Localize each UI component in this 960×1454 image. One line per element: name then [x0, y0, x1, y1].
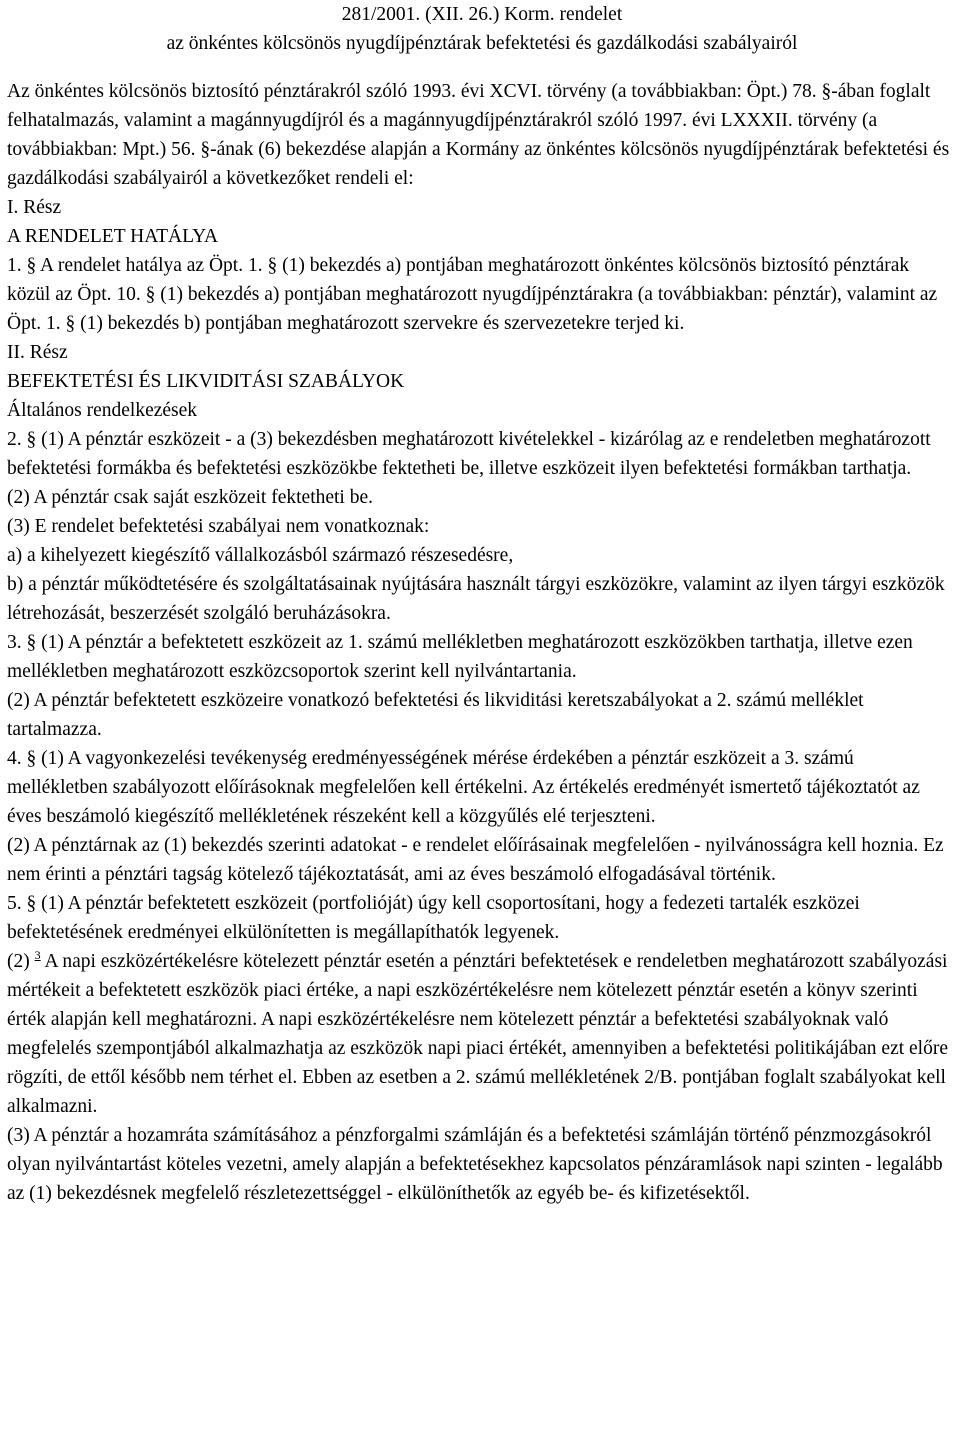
- section-3-paragraph-1: 3. § (1) A pénztár a befektetett eszközeit az 1. számú mellékletben meghatározott eszközökben tarthatja, illetve ezen mellékletben meghatározott eszközcsoportok szerint kell nyilvántartania.: [7, 632, 913, 682]
- section-5-paragraph-3: (3) A pénztár a hozamráta számításához a pénzforgalmi számláján és a befektetési számláján történő pénzmozgásokról olyan nyilvántartást köteles vezetni, amely alapján a befektetésekhez kapcsolatos pénzáramlások napi szinten - legalább az (1) bekezdésnek megfelelő részletezettséggel - elkülöníthetők az egyéb be- és kifizetésektől.: [7, 1125, 943, 1204]
- paragraph-number: (2): [7, 951, 30, 972]
- document-title: [7, 0, 957, 58]
- section-2-paragraph-1: 2. § (1) A pénztár eszközeit - a (3) bekezdésben meghatározott kivételekkel - kizárólag az e rendeletben meghatározott befektetési formákba és befektetési eszközökbe fektetheti be, illetve eszközeit ilyen befektetési formákban tarthatja.: [7, 429, 931, 479]
- section-4-paragraph-1: 4. § (1) A vagyonkezelési tevékenység eredményességének mérése érdekében a pénztár eszközeit a 3. számú mellékletben szabályozott előírásoknak megfelelően kell értékelni. Az értékelés eredményét ismertető tájékoztatót az éves beszámoló kiegészítő mellékletének részeként kell a közgyűlés elé terjeszteni.: [7, 748, 920, 827]
- footnote-reference[interactable]: 3: [34, 948, 41, 962]
- part-1-label: I. Rész: [7, 197, 62, 218]
- section-2-paragraph-3: (3) E rendelet befektetési szabályai nem vonatkoznak:: [7, 516, 430, 537]
- section-5-paragraph-1: 5. § (1) A pénztár befektetett eszközeit (portfolióját) úgy kell csoportosítani, hogy a fedezeti tartalék eszközei befektetésének eredményei elkülönítetten is megállapíthatók legyenek.: [7, 893, 860, 943]
- section-2-paragraph-2: (2) A pénztár csak saját eszközeit fektetheti be.: [7, 487, 374, 508]
- section-5-paragraph-2: [7, 947, 957, 1121]
- part-2-heading: BEFEKTETÉSI ÉS LIKVIDITÁSI SZABÁLYOK: [7, 371, 405, 392]
- part-2-label: II. Rész: [7, 342, 68, 363]
- title-decree-number: 281/2001. (XII. 26.) Korm. rendelet: [341, 4, 623, 25]
- section-2-point-b: b) a pénztár működtetésére és szolgáltatásainak nyújtására használt tárgyi eszközökre, valamint az ilyen tárgyi eszközök létrehozását, beszerzését szolgáló beruházásokra.: [7, 574, 945, 624]
- preamble-paragraph: Az önkéntes kölcsönös biztosító pénztárakról szóló 1993. évi XCVI. törvény (a továbbiakban: Öpt.) 78. §-ában foglalt felhatalmazás, valamint a magánnyugdíjról és a magánnyugdíjpénztárakról szóló 1997. évi LXXXII. törvény (a továbbiakban: Mpt.) 56. §-ának (6) bekezdése alapján a Kormány az önkéntes kölcsönös nyugdíjpénztárak befektetési és gazdálkodási szabályairól a következőket rendeli el:: [7, 81, 950, 189]
- part-1-heading: A RENDELET HATÁLYA: [7, 226, 219, 247]
- paragraph-text: A napi eszközértékelésre kötelezett pénztár esetén a pénztári befektetések e rendeletben meghatározott szabályozási mértékeit a befektetett eszközök piaci értéke, a napi eszközértékelésre nem kötelezett pénztár esetén a könyv szerinti érték alapján kell meghatározni. A napi eszközértékelésre nem kötelezett pénztár a befektetési szabályoknak való megfelelés szempontjából alkalmazhatja az eszközök napi piaci értékét, amennyiben a befektetési politikájában ezt előre rögzíti, de ettől később nem térhet el. Ebben az esetben a 2. számú mellékletének 2/B. pontjában foglalt szabályokat kell alkalmazni.: [7, 951, 948, 1117]
- section-2-point-a: a) a kihelyezett kiegészítő vállalkozásból származó részesedésre,: [7, 545, 514, 566]
- section-3-paragraph-2: (2) A pénztár befektetett eszközeire vonatkozó befektetési és likviditási keretszabályokat a 2. számú melléklet tartalmazza.: [7, 690, 864, 740]
- title-decree-subject: az önkéntes kölcsönös nyugdíjpénztárak befektetési és gazdálkodási szabályairól: [166, 33, 798, 54]
- document-page: [7, 0, 957, 1208]
- title-spacer: [7, 58, 957, 77]
- section-4-paragraph-2: (2) A pénztárnak az (1) bekezdés szerinti adatokat - e rendelet előírásainak megfelelően - nyilvánosságra kell hoznia. Ez nem érinti a pénztári tagság kötelező tájékoztatását, ami az éves beszámoló elfogadásával történik.: [7, 835, 944, 885]
- section-1-paragraph: 1. § A rendelet hatálya az Öpt. 1. § (1) bekezdés a) pontjában meghatározott önkéntes kölcsönös biztosító pénztárak közül az Öpt. 10. § (1) bekezdés a) pontjában meghatározott nyugdíjpénztárakra (a továbbiakban: pénztár), valamint az Öpt. 1. § (1) bekezdés b) pontjában meghatározott szervekre és szervezetekre terjed ki.: [7, 255, 938, 334]
- part-2-subheading: Általános rendelkezések: [7, 400, 198, 421]
